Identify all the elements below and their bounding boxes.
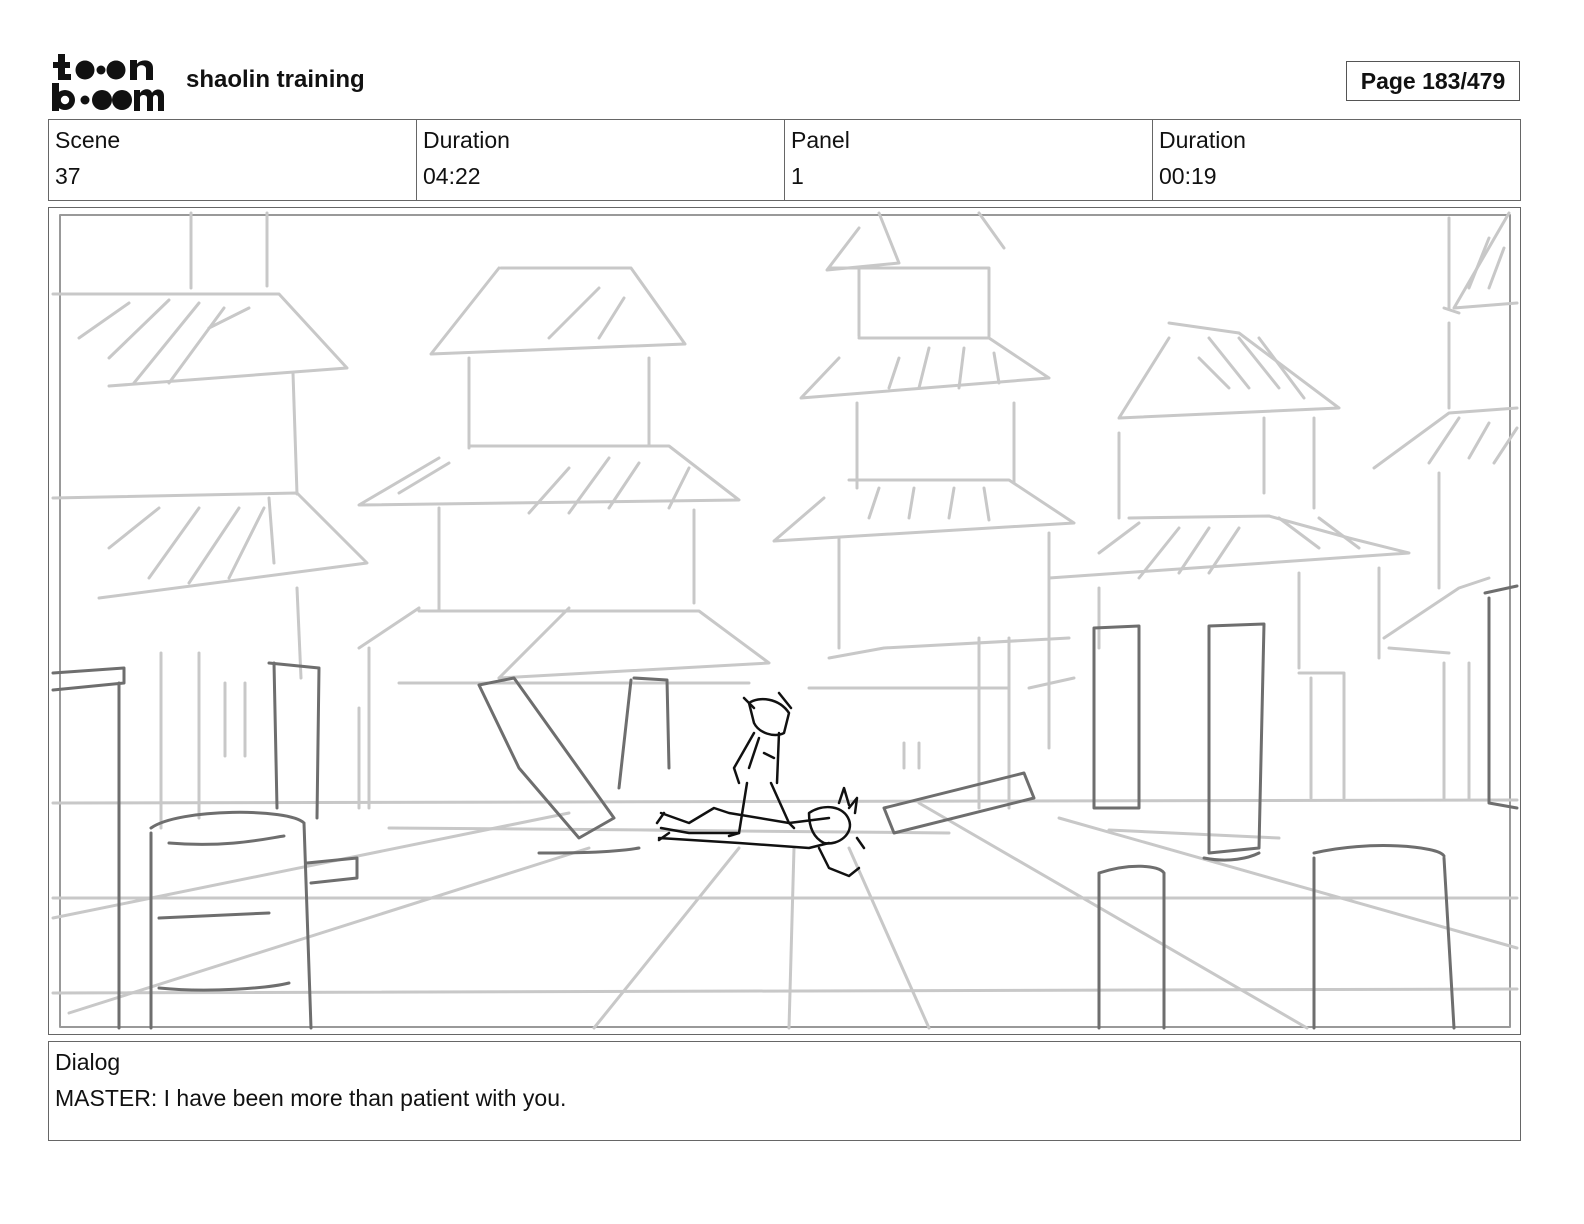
panel-cell (785, 120, 1153, 200)
scene-duration-value: 04:22 (423, 163, 481, 189)
scene-duration-label: Duration (423, 127, 510, 153)
dialog-text: MASTER: I have been more than patient with you. (55, 1085, 567, 1111)
panel-duration-value: 00:19 (1159, 163, 1217, 189)
project-title: shaolin training (186, 66, 365, 93)
panel-value: 1 (791, 163, 804, 189)
toon-boom-logo (52, 52, 164, 112)
scene-cell (49, 120, 417, 200)
foreground-pillars (53, 586, 1517, 1028)
background-temples (53, 213, 1517, 1028)
scene-duration-cell (417, 120, 785, 200)
storyboard-sketch (49, 208, 1521, 1035)
dialog-label: Dialog (55, 1049, 121, 1075)
panel-label: Panel (791, 127, 850, 153)
storyboard-panel (48, 207, 1521, 1035)
scene-label: Scene (55, 127, 121, 153)
page-number: Page 183/479 (1346, 61, 1520, 101)
dialog-box (48, 1041, 1521, 1141)
panel-duration-label: Duration (1159, 127, 1246, 153)
characters (657, 693, 864, 876)
scene-value: 37 (55, 163, 81, 189)
panel-duration-cell (1153, 120, 1520, 200)
scene-info-table (48, 119, 1521, 201)
